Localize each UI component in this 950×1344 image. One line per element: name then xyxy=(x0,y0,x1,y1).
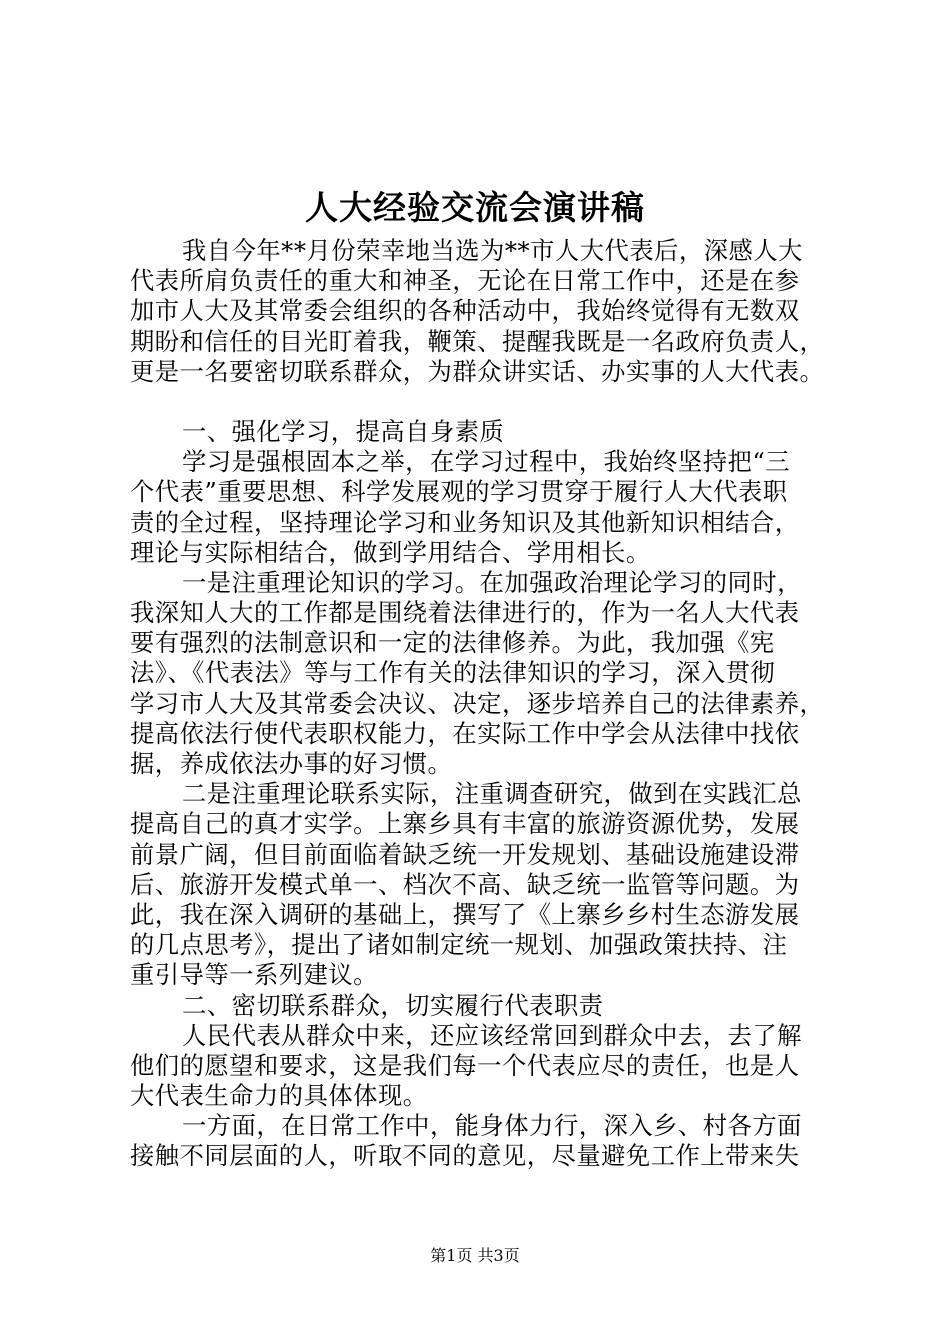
paragraph-line: 学习市人大及其常委会决议、决定，逐步培养自己的法律素养， xyxy=(130,688,825,718)
section-heading: 一、强化学习，提高自身素质 xyxy=(182,416,505,446)
paragraph-line: 大代表生命力的具体体现。 xyxy=(130,1081,428,1111)
paragraph-line: 更是一名要密切联系群众，为群众讲实话、办实事的人大代表。 xyxy=(130,356,825,386)
document-title: 人大经验交流会演讲稿 xyxy=(305,188,645,227)
paragraph-line: 一方面，在日常工作中，能身体力行，深入乡、村各方面 xyxy=(182,1111,802,1141)
paragraph-line: 接触不同层面的人，听取不同的意见，尽量避免工作上带来失 xyxy=(130,1141,800,1171)
paragraph-line: 的几点思考》，提出了诸如制定统一规划、加强政策扶持、注 xyxy=(130,930,788,960)
document-body xyxy=(130,236,830,1172)
paragraph-line: 我自今年**月份荣幸地当选为**市人大代表后，深感人大 xyxy=(182,236,803,265)
paragraph-line: 重引导等一系列建议。 xyxy=(130,960,378,990)
paragraph-line: 理论与实际相结合，做到学用结合、学用相长。 xyxy=(130,537,651,567)
paragraph-line: 人民代表从群众中来，还应该经常回到群众中去，去了解 xyxy=(182,1020,802,1050)
paragraph-line: 期盼和信任的目光盯着我，鞭策、提醒我既是一名政府负责人， xyxy=(130,326,825,356)
paragraph-line: 后、旅游开发模式单一、档次不高、缺乏统一监管等问题。为 xyxy=(130,869,800,899)
paragraph-line: 提高依法行使代表职权能力，在实际工作中学会从法律中找依 xyxy=(130,718,800,748)
page-footer: 第1页 共3页 xyxy=(430,1246,520,1265)
paragraph-line: 二是注重理论联系实际，注重调查研究，做到在实践汇总 xyxy=(182,779,802,809)
paragraph-line: 此，我在深入调研的基础上，撰写了《上寨乡乡村生态游发展 xyxy=(130,899,800,929)
paragraph-line: 一是注重理论知识的学习。在加强政治理论学习的同时， xyxy=(182,567,802,597)
paragraph-line: 加市人大及其常委会组织的各种活动中，我始终觉得有无数双 xyxy=(130,296,800,326)
section-heading: 二、密切联系群众，切实履行代表职责 xyxy=(182,990,604,1020)
paragraph-line: 要有强烈的法制意识和一定的法律修养。为此，我加强《宪 xyxy=(130,628,775,658)
paragraph-line: 据，养成依法办事的好习惯。 xyxy=(130,749,453,778)
paragraph-line: 学习是强根固本之举，在学习过程中，我始终坚持把“三 xyxy=(182,447,791,477)
paragraph-line: 前景广阔，但目前面临着缺乏统一开发规划、基础设施建设滞 xyxy=(130,839,800,869)
paragraph-line: 提高自己的真才实学。上寨乡具有丰富的旅游资源优势，发展 xyxy=(130,809,800,839)
paragraph-line: 他们的愿望和要求，这是我们每一个代表应尽的责任，也是人 xyxy=(130,1050,800,1080)
paragraph-line: 个代表”重要思想、科学发展观的学习贯穿于履行人大代表职 xyxy=(130,477,788,507)
paragraph-line: 责的全过程，坚持理论学习和业务知识及其他新知识相结合， xyxy=(130,507,800,537)
paragraph-line: 我深知人大的工作都是围绕着法律进行的，作为一名人大代表 xyxy=(130,598,800,628)
paragraph-line: 法》、《代表法》等与工作有关的法律知识的学习，深入贯彻 xyxy=(130,658,776,688)
paragraph-line: 代表所肩负责任的重大和神圣，无论在日常工作中，还是在参 xyxy=(130,266,800,296)
paragraph-gap xyxy=(130,387,830,417)
